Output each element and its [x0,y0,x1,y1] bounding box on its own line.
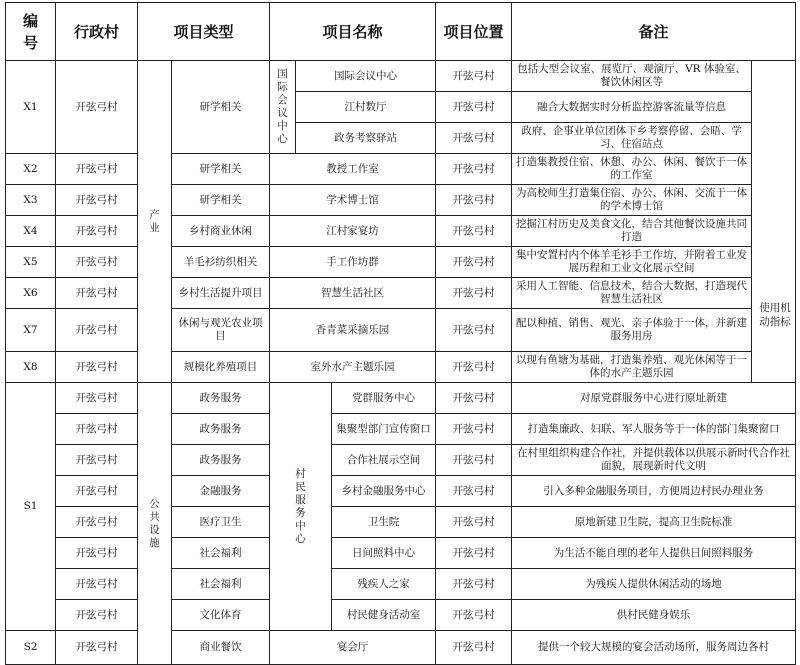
row-id: X3 [6,185,56,216]
row-type: 政务服务 [172,383,270,414]
row-name: 教授工作室 [270,154,436,185]
row-village: 开弦弓村 [56,61,138,154]
row-village: 开弦弓村 [56,352,138,383]
row-village: 开弦弓村 [56,507,138,538]
row-type: 社会福利 [172,569,270,600]
row-id: X6 [6,278,56,309]
row-note: 打造集廉政、妇联、军人服务等于一体的部门集聚窗口 [512,414,796,445]
project-table [5,2,796,665]
row-location: 开弦弓村 [436,185,512,216]
row-note: 包括大型会议室、展览厅、观演厅、VR 体验室、餐饮休闲区等 [512,61,752,92]
row-village: 开弦弓村 [56,309,138,352]
row-type: 社会福利 [172,538,270,569]
row-village: 开弦弓村 [56,600,138,631]
row-name: 宴会厅 [270,631,436,665]
row-name: 乡村金融服务中心 [332,476,436,507]
row-location: 开弦弓村 [436,247,512,278]
row-location: 开弦弓村 [436,569,512,600]
row-location: 开弦弓村 [436,352,512,383]
row-type: 研学相关 [172,61,270,154]
row-name: 村民健身活动室 [332,600,436,631]
table-row [6,383,796,414]
row-location: 开弦弓村 [436,538,512,569]
row-note: 在村里组织构建合作社，并提供载体以供展示新时代合作社面貌，展现新时代文明 [512,445,796,476]
row-location: 开弦弓村 [436,278,512,309]
header-name: 项目名称 [270,3,436,61]
row-village: 开弦弓村 [56,445,138,476]
row-location: 开弦弓村 [436,476,512,507]
table-row [6,631,796,665]
table-row [6,414,796,445]
table-row [6,61,796,92]
row-id: X8 [6,352,56,383]
row-location: 开弦弓村 [436,414,512,445]
row-name: 手工作坊群 [270,247,436,278]
row-type: 政务服务 [172,445,270,476]
row-village: 开弦弓村 [56,216,138,247]
row-note: 打造集教授住宿、休憩、办公、休闲、餐饮于一体的工作室 [512,154,752,185]
table-row [6,185,796,216]
header-row [6,3,796,61]
row-village: 开弦弓村 [56,247,138,278]
row-name: 卫生院 [332,507,436,538]
row-village: 开弦弓村 [56,631,138,665]
row-village: 开弦弓村 [56,414,138,445]
table-row [6,352,796,383]
row-note: 政府、企事业单位团体下乡考察停留、会晤、学习、住宿站点 [512,123,752,154]
row-note: 集中安置村内个体羊毛衫手工作坊，并附着工业发展历程和工业文化展示空间 [512,247,752,278]
row-note: 为高校师生打造集住宿、办公、休闲、交流于一体的学术博士馆 [512,185,752,216]
row-note: 挖掘江村历史及美食文化，结合其他餐饮设施共同打造 [512,216,752,247]
row-note: 为生活不能自理的老年人提供日间照料服务 [512,538,796,569]
row-type: 乡村生活提升项目 [172,278,270,309]
row-note: 为残疾人提供休闲活动的场地 [512,569,796,600]
row-type: 休闲与观光农业项目 [172,309,270,352]
header-num: 编号 [6,3,56,61]
row-note: 引入多种金融服务项目，方便周边村民办理业务 [512,476,796,507]
table-row [6,278,796,309]
row-type: 金融服务 [172,476,270,507]
row-name: 智慧生活社区 [270,278,436,309]
table-row [6,154,796,185]
row-name: 香青菜采摘乐园 [270,309,436,352]
row-name: 残疾人之家 [332,569,436,600]
row-type: 医疗卫生 [172,507,270,538]
header-village: 行政村 [56,3,138,61]
table-row [6,600,796,631]
table-row [6,445,796,476]
row-location: 开弦弓村 [436,600,512,631]
header-location: 项目位置 [436,3,512,61]
row-note: 对原党群服务中心进行原址新建 [512,383,796,414]
row-location: 开弦弓村 [436,383,512,414]
row-location: 开弦弓村 [436,92,512,123]
row-note: 供村民健身娱乐 [512,600,796,631]
row-id: X1 [6,61,56,154]
row-name: 集聚型部门宣传窗口 [332,414,436,445]
header-type: 项目类型 [138,3,270,61]
table-row [6,538,796,569]
row-location: 开弦弓村 [436,216,512,247]
table-row [6,507,796,538]
row-name: 日间照料中心 [332,538,436,569]
row-location: 开弦弓村 [436,61,512,92]
row-location: 开弦弓村 [436,123,512,154]
row-village: 开弦弓村 [56,278,138,309]
row-id: S1 [6,383,56,631]
row-name: 室外水产主题乐园 [270,352,436,383]
row-name: 国际会议中心 [296,61,436,92]
table-row [6,216,796,247]
table-row [6,309,796,352]
row-id: X5 [6,247,56,278]
row-name: 江村数厅 [296,92,436,123]
row-village: 开弦弓村 [56,538,138,569]
row-type: 政务服务 [172,414,270,445]
row-id: X2 [6,154,56,185]
row-note: 以现有鱼塘为基础，打造集养殖、观光休闲等于一体的水产主题乐园 [512,352,752,383]
row-name: 合作社展示空间 [332,445,436,476]
row-name: 江村家宴坊 [270,216,436,247]
row-name: 党群服务中心 [332,383,436,414]
group-conference-center: 国际会议中心 [270,61,296,154]
row-village: 开弦弓村 [56,154,138,185]
row-village: 开弦弓村 [56,185,138,216]
row-location: 开弦弓村 [436,154,512,185]
group-villagers-center: 村民服务中心 [270,383,332,631]
row-location: 开弦弓村 [436,445,512,476]
side-note-column [752,61,796,383]
row-type: 乡村商业休闲 [172,216,270,247]
row-location: 开弦弓村 [436,309,512,352]
row-village: 开弦弓村 [56,476,138,507]
side-note: 使用机动指标 [759,302,791,328]
row-note: 配以种植、销售、观光、亲子体验于一体，并新建服务用房 [512,309,752,352]
row-type: 文化体育 [172,600,270,631]
row-village: 开弦弓村 [56,569,138,600]
row-type: 研学相关 [172,185,270,216]
table-row [6,476,796,507]
header-note: 备注 [512,3,796,61]
row-id: X4 [6,216,56,247]
row-name: 政务考察驿站 [296,123,436,154]
row-note: 采用人工智能、信息技术，结合大数据，打造现代智慧生活社区 [512,278,752,309]
category-industry: 产业 [138,61,172,383]
row-location: 开弦弓村 [436,507,512,538]
row-village: 开弦弓村 [56,383,138,414]
row-location: 开弦弓村 [436,631,512,665]
table-row [6,569,796,600]
category-public: 公共设施 [138,383,172,665]
row-id: S2 [6,631,56,665]
row-type: 研学相关 [172,154,270,185]
row-name: 学术博士馆 [270,185,436,216]
row-note: 融合大数据实时分析监控游客流量等信息 [512,92,752,123]
row-id: X7 [6,309,56,352]
row-note: 提供一个较大规模的宴会活动场所，服务周边各村 [512,631,796,665]
row-note: 原地新建卫生院，提高卫生院标准 [512,507,796,538]
row-type: 规模化养殖项目 [172,352,270,383]
row-type: 羊毛衫纺织相关 [172,247,270,278]
table-row [6,247,796,278]
row-type: 商业餐饮 [172,631,270,665]
